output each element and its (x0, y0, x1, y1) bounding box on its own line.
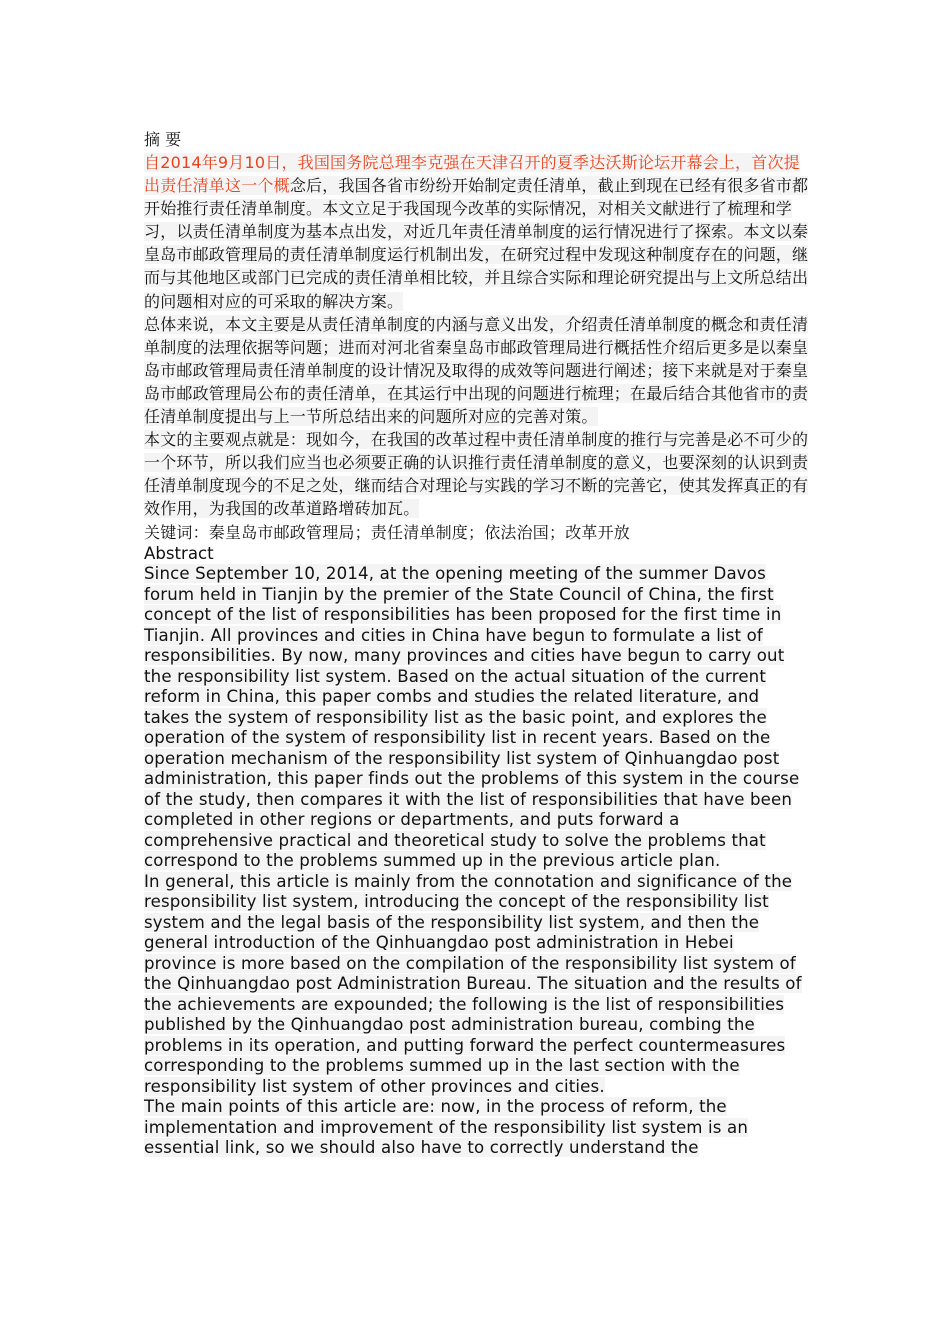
cn-paragraph-1-text: 念后，我国各省市纷纷开始制定责任清单，截止到现在已经有很多省市都开始推行责任清单制度。本文立足于我国现今改革的实际情况，对相关文献进行了梳理和学习，以责任清单制度为基本点出发，对近几年责任清单制度的运行情况进行了探索。本文以秦皇岛市邮政管理局的责任清单制度运行机制出发，在研究过程中发现这种制度存在的问题，继而与其他地区或部门已完成的责任清单相比较，并且综合实际和理论研究提出与上文所总结出的问题相对应的可采取的解决方案。 (144, 176, 809, 311)
en-abstract-paragraph-2 (144, 872, 809, 1098)
en-paragraph-2-text: In general, this article is mainly from the connotation and significance of the responsibility list system, introducing the concept of the responsibility list system and the legal basis of the responsibility list system, and then the general introduction of the Qinhuangdao post administration in Hebei province is more based on the compilation of the responsibility list system of the Qinhuangdao post Administration Bureau. The situation and the results of the achievements are expounded; the following is the list of responsibilities published by the Qinhuangdao post administration bureau, combing the problems in its operation, and putting forward the perfect countermeasures corresponding to the problems summed up in the last section with the responsibility list system of other provinces and cities. (144, 871, 802, 1096)
en-paragraph-3-text: The main points of this article are: now, in the process of reform, the implementation and improvement of the responsibility list system is an essential link, so we should also have to correctly understand the (144, 1097, 749, 1158)
cn-abstract-paragraph-1 (144, 151, 809, 313)
en-abstract-heading: Abstract (144, 543, 214, 563)
cn-abstract-paragraph-2 (144, 313, 809, 428)
cn-abstract-heading: 摘 要 (144, 130, 182, 149)
en-paragraph-1-text: Since September 10, 2014, at the opening meeting of the summer Davos forum held in Tianjin by the premier of the State Council of China, the first concept of the list of responsibilities has been proposed for the first time in Tianjin. All provinces and cities in China have begun to formulate a list of responsibilities. By now, many provinces and cities have begun to carry out the responsibility list system. Based on the actual situation of the current reform in China, this paper combs and studies the related literature, and takes the system of responsibility list as the basic point, and explores the operation of the system of responsibility list in recent years. Based on the operation mechanism of the responsibility list system of Qinhuangdao post administration, this paper finds out the problems of this system in the course of the study, then compares it with the list of responsibilities that have been completed in other regions or departments, and puts forward a comprehensive practical and theoretical study to solve the problems that correspond to the problems summed up in the previous article plan. (144, 564, 800, 871)
en-abstract-paragraph-1 (144, 564, 809, 872)
cn-abstract-paragraph-3 (144, 428, 809, 520)
cn-keywords: 关键词：秦皇岛市邮政管理局；责任清单制度；依法治国；改革开放 (144, 522, 631, 542)
cn-highlighted-text: 自2014年9月10日，我国国务院总理李克强在天津召开的夏季达沃斯论坛开幕会上，首次提出责任清单这一个概 (144, 153, 800, 196)
cn-paragraph-2-text: 总体来说，本文主要是从责任清单制度的内涵与意义出发，介绍责任清单制度的概念和责任清单制度的法理依据等问题；进而对河北省秦皇岛市邮政管理局进行概括性介绍后更多是以秦皇岛市邮政管理局责任清单制度的设计情况及取得的成效等问题进行阐述；接下来就是对于秦皇岛市邮政管理局公布的责任清单，在其运行中出现的问题进行梳理；在最后结合其他省市的责任清单制度提出与上一节所总结出来的问题所对应的完善对策。 (144, 314, 809, 427)
document-page (144, 128, 809, 1159)
en-abstract-paragraph-3 (144, 1097, 809, 1159)
cn-paragraph-3-text: 本文的主要观点就是：现如今，在我国的改革过程中责任清单制度的推行与完善是必不可少的一个环节，所以我们应当也必须要正确的认识推行责任清单制度的意义，也要深刻的认识到责任清单制度现今的不足之处，继而结合对理论与实践的学习不断的完善它，使其发挥真正的有效作用，为我国的改革道路增砖加瓦。 (144, 430, 809, 519)
